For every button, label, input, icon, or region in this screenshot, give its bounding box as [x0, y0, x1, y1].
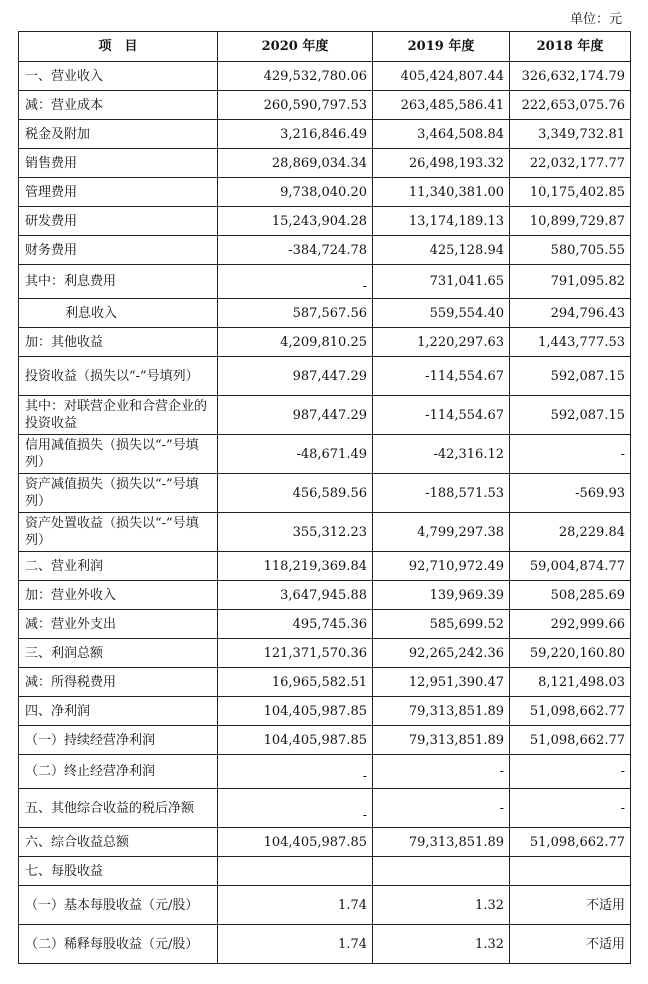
- cell-2018: 592,087.15: [510, 357, 631, 396]
- table-row: [19, 265, 631, 299]
- cell-2019: 731,041.65: [373, 265, 510, 299]
- cell-2018: 59,004,874.77: [510, 552, 631, 581]
- table-row: [19, 857, 631, 886]
- cell-2020: 260,590,797.53: [218, 91, 373, 120]
- cell-2019: 79,313,851.89: [373, 828, 510, 857]
- row-label: 四、净利润: [19, 697, 218, 726]
- table-row: [19, 396, 631, 435]
- table-body: [19, 62, 631, 964]
- cell-2020: -: [218, 789, 373, 828]
- table-row: [19, 435, 631, 474]
- cell-2019: 79,313,851.89: [373, 726, 510, 755]
- cell-2018: 222,653,075.76: [510, 91, 631, 120]
- header-item: 项 目: [19, 32, 218, 62]
- cell-2018: 592,087.15: [510, 396, 631, 435]
- cell-2018: 3,349,732.81: [510, 120, 631, 149]
- cell-2019: 139,969.39: [373, 581, 510, 610]
- income-statement-table: [18, 31, 631, 964]
- header-2020: 2020 年度: [218, 32, 373, 62]
- row-label: 信用减值损失（损失以“-”号填列）: [19, 435, 218, 474]
- row-label: 其中：利息费用: [19, 265, 218, 299]
- row-label: 减：营业成本: [19, 91, 218, 120]
- cell-2019: 13,174,189.13: [373, 207, 510, 236]
- cell-2020: 355,312.23: [218, 513, 373, 552]
- row-label: 一、营业收入: [19, 62, 218, 91]
- cell-2019: 92,710,972.49: [373, 552, 510, 581]
- table-row: [19, 178, 631, 207]
- table-row: [19, 328, 631, 357]
- cell-2019: -: [373, 755, 510, 789]
- cell-2019: -: [373, 789, 510, 828]
- cell-2018: 508,285.69: [510, 581, 631, 610]
- table-row: [19, 513, 631, 552]
- cell-2018: 28,229.84: [510, 513, 631, 552]
- cell-2018: 580,705.55: [510, 236, 631, 265]
- unit-label: 单位：元: [569, 12, 622, 27]
- cell-2018: 10,175,402.85: [510, 178, 631, 207]
- cell-2020: 3,216,846.49: [218, 120, 373, 149]
- cell-2018: 22,032,177.77: [510, 149, 631, 178]
- cell-2019: -188,571.53: [373, 474, 510, 513]
- cell-2018: 10,899,729.87: [510, 207, 631, 236]
- table-row: [19, 610, 631, 639]
- cell-2019: 79,313,851.89: [373, 697, 510, 726]
- cell-2018: 326,632,174.79: [510, 62, 631, 91]
- table-row: [19, 149, 631, 178]
- row-label: 其中：对联营企业和合营企业的投资收益: [19, 396, 218, 435]
- cell-2020: 16,965,582.51: [218, 668, 373, 697]
- cell-2020: 429,532,780.06: [218, 62, 373, 91]
- cell-2020: 121,371,570.36: [218, 639, 373, 668]
- cell-2020: 104,405,987.85: [218, 726, 373, 755]
- cell-2019: 405,424,807.44: [373, 62, 510, 91]
- cell-2020: 3,647,945.88: [218, 581, 373, 610]
- row-label: （一）基本每股收益（元/股）: [19, 886, 218, 925]
- cell-2020: -48,671.49: [218, 435, 373, 474]
- cell-2019: 26,498,193.32: [373, 149, 510, 178]
- table-row: [19, 581, 631, 610]
- cell-2018: 不适用: [510, 886, 631, 925]
- cell-2018: 51,098,662.77: [510, 697, 631, 726]
- cell-2020: 987,447.29: [218, 396, 373, 435]
- cell-2020: -384,724.78: [218, 236, 373, 265]
- row-label: （一）持续经营净利润: [19, 726, 218, 755]
- cell-2018: [510, 857, 631, 886]
- table-header-row: [19, 32, 631, 62]
- cell-2019: -114,554.67: [373, 357, 510, 396]
- table-row: [19, 120, 631, 149]
- cell-2020: 104,405,987.85: [218, 828, 373, 857]
- cell-2020: 987,447.29: [218, 357, 373, 396]
- table-row: [19, 828, 631, 857]
- row-label: 七、每股收益: [19, 857, 218, 886]
- cell-2019: 4,799,297.38: [373, 513, 510, 552]
- cell-2020: 104,405,987.85: [218, 697, 373, 726]
- cell-2019: 11,340,381.00: [373, 178, 510, 207]
- row-label: 利息收入: [19, 299, 218, 328]
- cell-2019: 559,554.40: [373, 299, 510, 328]
- table-row: [19, 236, 631, 265]
- cell-2020: 587,567.56: [218, 299, 373, 328]
- table-row: [19, 474, 631, 513]
- cell-2020: 28,869,034.34: [218, 149, 373, 178]
- cell-2019: 425,128.94: [373, 236, 510, 265]
- table-row: [19, 299, 631, 328]
- row-label: （二）稀释每股收益（元/股）: [19, 925, 218, 964]
- table-row: [19, 62, 631, 91]
- cell-2020: 1.74: [218, 925, 373, 964]
- cell-2018: 1,443,777.53: [510, 328, 631, 357]
- table-row: [19, 668, 631, 697]
- cell-2020: 9,738,040.20: [218, 178, 373, 207]
- cell-2020: 495,745.36: [218, 610, 373, 639]
- row-label: 三、利润总额: [19, 639, 218, 668]
- cell-2018: 8,121,498.03: [510, 668, 631, 697]
- cell-2020: [218, 857, 373, 886]
- cell-2019: -42,316.12: [373, 435, 510, 474]
- cell-2019: 1,220,297.63: [373, 328, 510, 357]
- cell-2019: [373, 857, 510, 886]
- table-row: [19, 697, 631, 726]
- row-label: 减：所得税费用: [19, 668, 218, 697]
- cell-2018: 59,220,160.80: [510, 639, 631, 668]
- cell-2019: 12,951,390.47: [373, 668, 510, 697]
- row-label: 五、其他综合收益的税后净额: [19, 789, 218, 828]
- row-label: 资产减值损失（损失以“-”号填列）: [19, 474, 218, 513]
- cell-2020: 4,209,810.25: [218, 328, 373, 357]
- cell-2018: 不适用: [510, 925, 631, 964]
- cell-2020: -: [218, 755, 373, 789]
- cell-2018: -: [510, 435, 631, 474]
- cell-2018: 51,098,662.77: [510, 726, 631, 755]
- cell-2020: 456,589.56: [218, 474, 373, 513]
- row-label: 加：营业外收入: [19, 581, 218, 610]
- row-label: 研发费用: [19, 207, 218, 236]
- row-label: 二、营业利润: [19, 552, 218, 581]
- cell-2018: 294,796.43: [510, 299, 631, 328]
- table-row: [19, 639, 631, 668]
- row-label: 销售费用: [19, 149, 218, 178]
- row-label: 六、综合收益总额: [19, 828, 218, 857]
- row-label: 投资收益（损失以“-”号填列）: [19, 357, 218, 396]
- header-2018: 2018 年度: [510, 32, 631, 62]
- table-row: [19, 755, 631, 789]
- row-label: 减：营业外支出: [19, 610, 218, 639]
- cell-2019: 263,485,586.41: [373, 91, 510, 120]
- row-label: 加：其他收益: [19, 328, 218, 357]
- cell-2019: 3,464,508.84: [373, 120, 510, 149]
- cell-2020: 15,243,904.28: [218, 207, 373, 236]
- cell-2018: 292,999.66: [510, 610, 631, 639]
- cell-2020: 118,219,369.84: [218, 552, 373, 581]
- table-row: [19, 789, 631, 828]
- cell-2019: 92,265,242.36: [373, 639, 510, 668]
- cell-2018: -: [510, 789, 631, 828]
- header-2019: 2019 年度: [373, 32, 510, 62]
- cell-2018: -569.93: [510, 474, 631, 513]
- cell-2018: 791,095.82: [510, 265, 631, 299]
- row-label: （二）终止经营净利润: [19, 755, 218, 789]
- table-row: [19, 357, 631, 396]
- table-row: [19, 925, 631, 964]
- table-row: [19, 886, 631, 925]
- cell-2019: 1.32: [373, 925, 510, 964]
- row-label: 管理费用: [19, 178, 218, 207]
- cell-2018: -: [510, 755, 631, 789]
- table-row: [19, 207, 631, 236]
- cell-2020: 1.74: [218, 886, 373, 925]
- cell-2019: -114,554.67: [373, 396, 510, 435]
- row-label: 资产处置收益（损失以“-”号填列）: [19, 513, 218, 552]
- cell-2019: 1.32: [373, 886, 510, 925]
- row-label: 税金及附加: [19, 120, 218, 149]
- cell-2020: -: [218, 265, 373, 299]
- cell-2019: 585,699.52: [373, 610, 510, 639]
- table-row: [19, 726, 631, 755]
- row-label: 财务费用: [19, 236, 218, 265]
- table-row: [19, 552, 631, 581]
- table-row: [19, 91, 631, 120]
- cell-2018: 51,098,662.77: [510, 828, 631, 857]
